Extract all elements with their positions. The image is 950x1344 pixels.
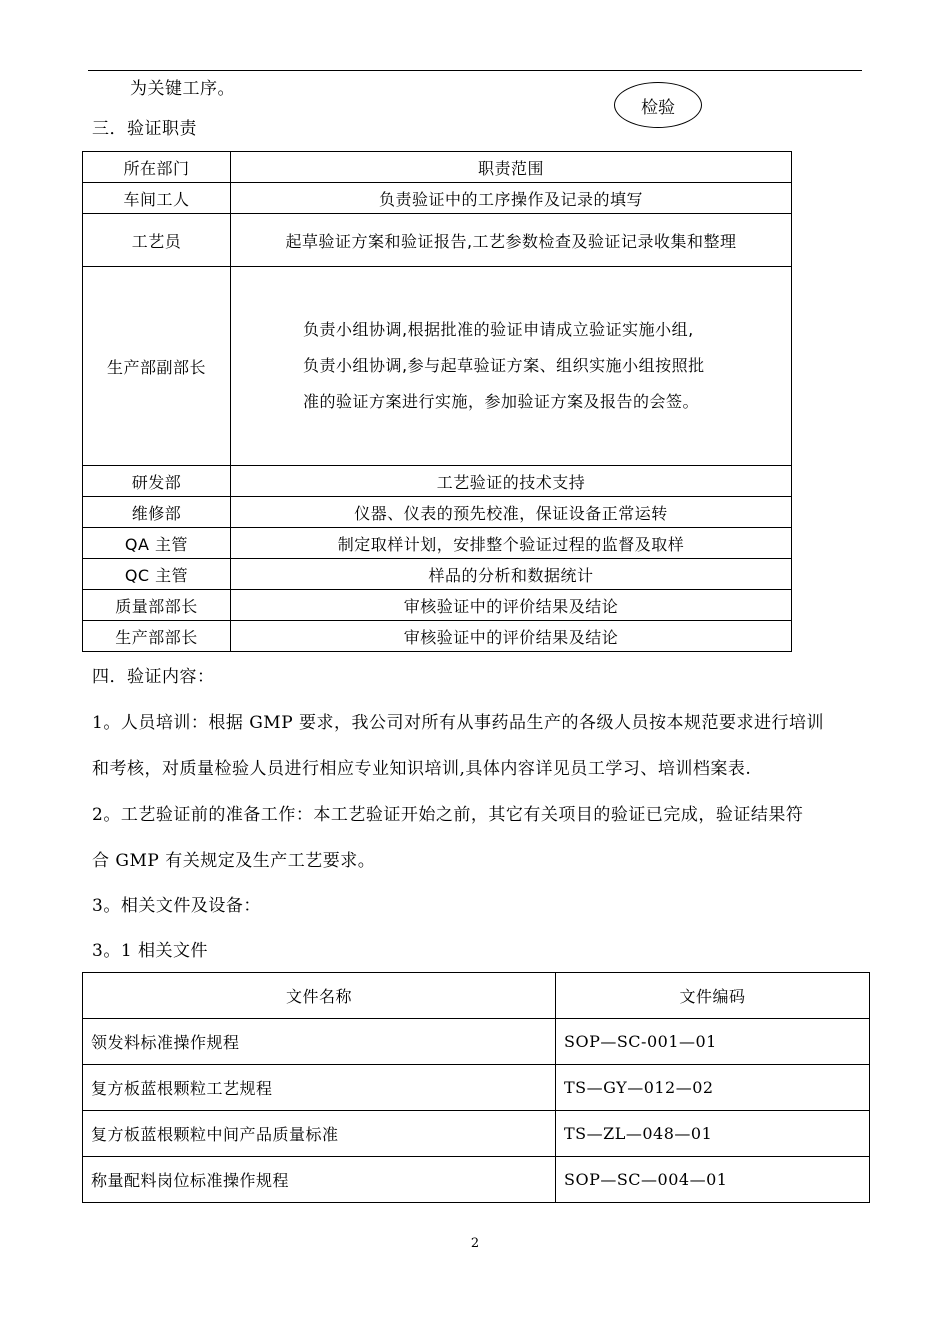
section-3-title: 三．验证职责 xyxy=(92,119,197,139)
duty-cell: 制定取样计划，安排整个验证过程的监督及取样 xyxy=(231,528,792,559)
stamp-label: 检验 xyxy=(641,97,675,118)
paragraph-3-1: 3。1 相关文件 xyxy=(92,941,209,961)
duty-cell: 起草验证方案和验证报告,工艺参数检查及验证记录收集和整理 xyxy=(231,214,792,267)
duty-cell: 工艺验证的技术支持 xyxy=(231,466,792,497)
paragraph-2-line-2: 合 GMP 有关规定及生产工艺要求。 xyxy=(92,851,376,871)
file-code-cell: TS—ZL—048—01 xyxy=(556,1111,870,1157)
file-name-cell: 称量配料岗位标准操作规程 xyxy=(83,1157,556,1203)
page-number: 2 xyxy=(470,1236,480,1251)
table-row xyxy=(83,1065,870,1111)
file-name-cell: 领发料标准操作规程 xyxy=(83,1019,556,1065)
table-row xyxy=(83,1111,870,1157)
dept-cell: 维修部 xyxy=(83,497,231,528)
duty-cell: 负责验证中的工序操作及记录的填写 xyxy=(231,183,792,214)
table-row xyxy=(83,267,792,466)
file-name-cell: 复方板蓝根颗粒工艺规程 xyxy=(83,1065,556,1111)
paragraph-1-line-2: 和考核，对质量检验人员进行相应专业知识培训,具体内容详见员工学习、培训档案表. xyxy=(92,759,752,779)
duty-line: 准的验证方案进行实施，参加验证方案及报告的会签。 xyxy=(303,392,700,411)
dept-cell: 质量部部长 xyxy=(83,590,231,621)
dept-cell: 工艺员 xyxy=(83,214,231,267)
responsibility-table xyxy=(82,151,792,652)
file-code-cell: TS—GY—012—02 xyxy=(556,1065,870,1111)
table-row xyxy=(83,590,792,621)
header-rule xyxy=(88,70,862,71)
paragraph-1-line-1: 1。人员培训：根据 GMP 要求，我公司对所有从事药品生产的各级人员按本规范要求进行培训 xyxy=(92,713,825,733)
header-department: 所在部门 xyxy=(83,152,231,183)
table-row xyxy=(83,559,792,590)
table-row xyxy=(83,214,792,267)
inspection-oval-stamp xyxy=(614,82,702,128)
file-name-cell: 复方板蓝根颗粒中间产品质量标准 xyxy=(83,1111,556,1157)
table-row xyxy=(83,1019,870,1065)
dept-cell: QC 主管 xyxy=(83,559,231,590)
section-4-title: 四．验证内容： xyxy=(92,667,215,687)
duty-line: 负责小组协调,参与起草验证方案、组织实施小组按照批 xyxy=(303,356,705,375)
duty-cell-multiline xyxy=(231,267,792,466)
dept-cell: QA 主管 xyxy=(83,528,231,559)
duty-cell: 仪器、仪表的预先校准，保证设备正常运转 xyxy=(231,497,792,528)
duty-cell: 样品的分析和数据统计 xyxy=(231,559,792,590)
related-files-table xyxy=(82,972,870,1203)
duty-cell: 审核验证中的评价结果及结论 xyxy=(231,621,792,652)
preceding-text: 为关键工序。 xyxy=(130,79,235,99)
dept-cell: 生产部部长 xyxy=(83,621,231,652)
paragraph-2-line-1: 2。工艺验证前的准备工作：本工艺验证开始之前，其它有关项目的验证已完成，验证结果符 xyxy=(92,805,804,825)
table-row xyxy=(83,1157,870,1203)
dept-cell: 生产部副部长 xyxy=(83,267,231,466)
dept-cell: 车间工人 xyxy=(83,183,231,214)
header-duty: 职责范围 xyxy=(231,152,792,183)
paragraph-3: 3。相关文件及设备： xyxy=(92,896,261,916)
header-file-name: 文件名称 xyxy=(83,973,556,1019)
table-row xyxy=(83,497,792,528)
table-row xyxy=(83,621,792,652)
file-code-cell: SOP—SC—004—01 xyxy=(556,1157,870,1203)
dept-cell: 研发部 xyxy=(83,466,231,497)
table-header-row xyxy=(83,152,792,183)
header-file-code: 文件编码 xyxy=(556,973,870,1019)
table-row xyxy=(83,183,792,214)
table-row xyxy=(83,466,792,497)
table-header-row xyxy=(83,973,870,1019)
duty-cell: 审核验证中的评价结果及结论 xyxy=(231,590,792,621)
duty-line: 负责小组协调,根据批准的验证申请成立验证实施小组, xyxy=(303,320,694,339)
file-code-cell: SOP—SC-001—01 xyxy=(556,1019,870,1065)
table-row xyxy=(83,528,792,559)
